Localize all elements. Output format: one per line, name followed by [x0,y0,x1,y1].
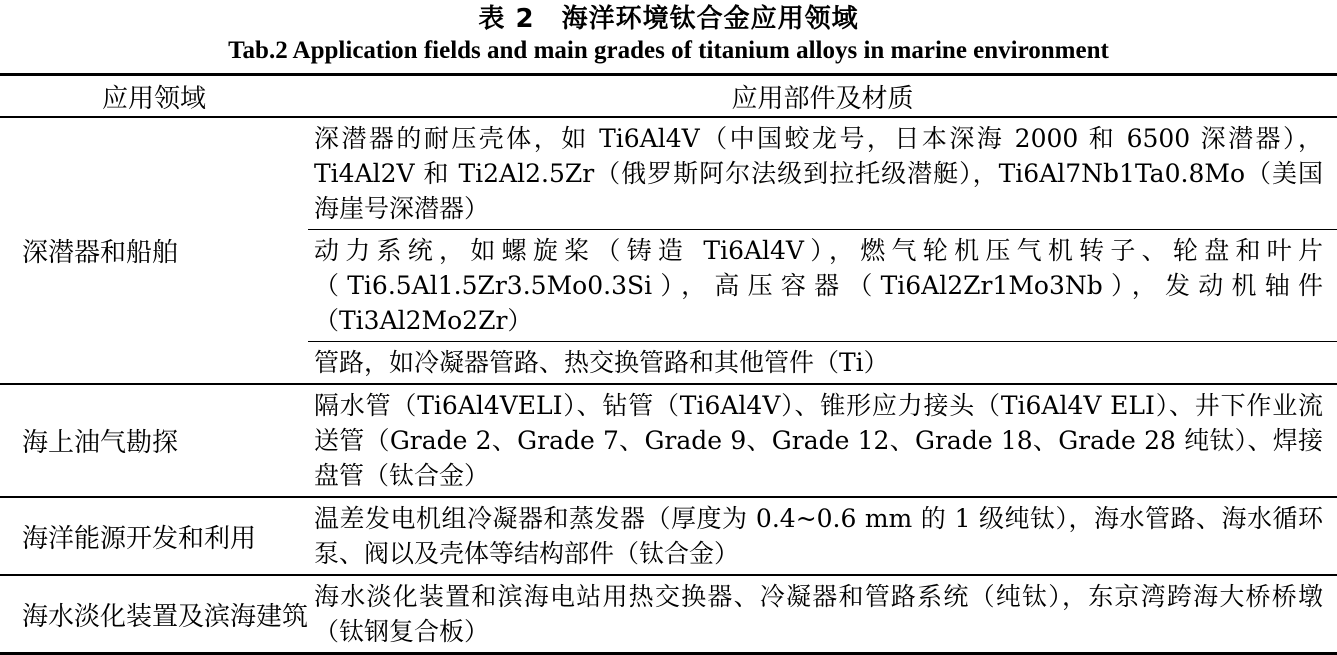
table-row [0,117,1337,230]
table-row [0,497,1337,575]
column-header-field: 应用领域 [101,83,206,114]
table-row [0,384,1337,497]
detail-cell: 温差发电机组冷凝器和蒸发器（厚度为 0.4~0.6 mm 的 1 级纯钛），海水管路、海水循环泵、阀以及壳体等结构部件（钛合金） [314,504,1323,568]
table-title-en: Tab.2 Application fields and main grades of titanium alloys in marine environment [228,37,1109,64]
table-title-zh: 表 2 海洋环境钛合金应用领域 [478,4,859,34]
table-header-row [0,75,1337,118]
field-cell: 海水淡化装置及滨海建筑 [22,601,309,632]
application-table [0,73,1337,655]
column-header-parts: 应用部件及材质 [731,83,914,114]
field-cell: 深潜器和船舶 [22,238,179,268]
detail-cell: 海水淡化装置和滨海电站用热交换器、冷凝器和管路系统（纯钛），东京湾跨海大桥桥墩（钛钢复合板） [314,582,1323,646]
detail-cell: 深潜器的耐压壳体，如 Ti6Al4V（中国蛟龙号，日本深海 2000 和 6500 深潜器），Ti4Al2V 和 Ti2Al2.5Zr（俄罗斯阿尔法级到拉托级潜艇），Ti6Al7Nb1Ta0.8Mo（美国海崖号深潜器） [308,117,1337,230]
detail-cell: 隔水管（Ti6Al4VELI）、钻管（Ti6Al4V）、锥形应力接头（Ti6Al4V ELI）、井下作业流送管（Grade 2、Grade 7、Grade 9、Grade 12、Grade 18、Grade 28 纯钛）、焊接盘管（钛合金） [314,391,1323,490]
detail-cell: 管路，如冷凝器管路、热交换管路和其他管件（Ti） [314,348,889,377]
detail-cell: 动力系统，如螺旋桨（铸造 Ti6Al4V），燃气轮机压气机转子、轮盘和叶片（Ti6.5Al1.5Zr3.5Mo0.3Si），高压容器（Ti6Al2Zr1Mo3Nb），发动机轴件（Ti3Al2Mo2Zr） [308,230,1337,342]
table-row [0,575,1337,654]
field-cell: 海洋能源开发和利用 [22,523,257,554]
field-cell: 海上油气勘探 [22,428,179,458]
